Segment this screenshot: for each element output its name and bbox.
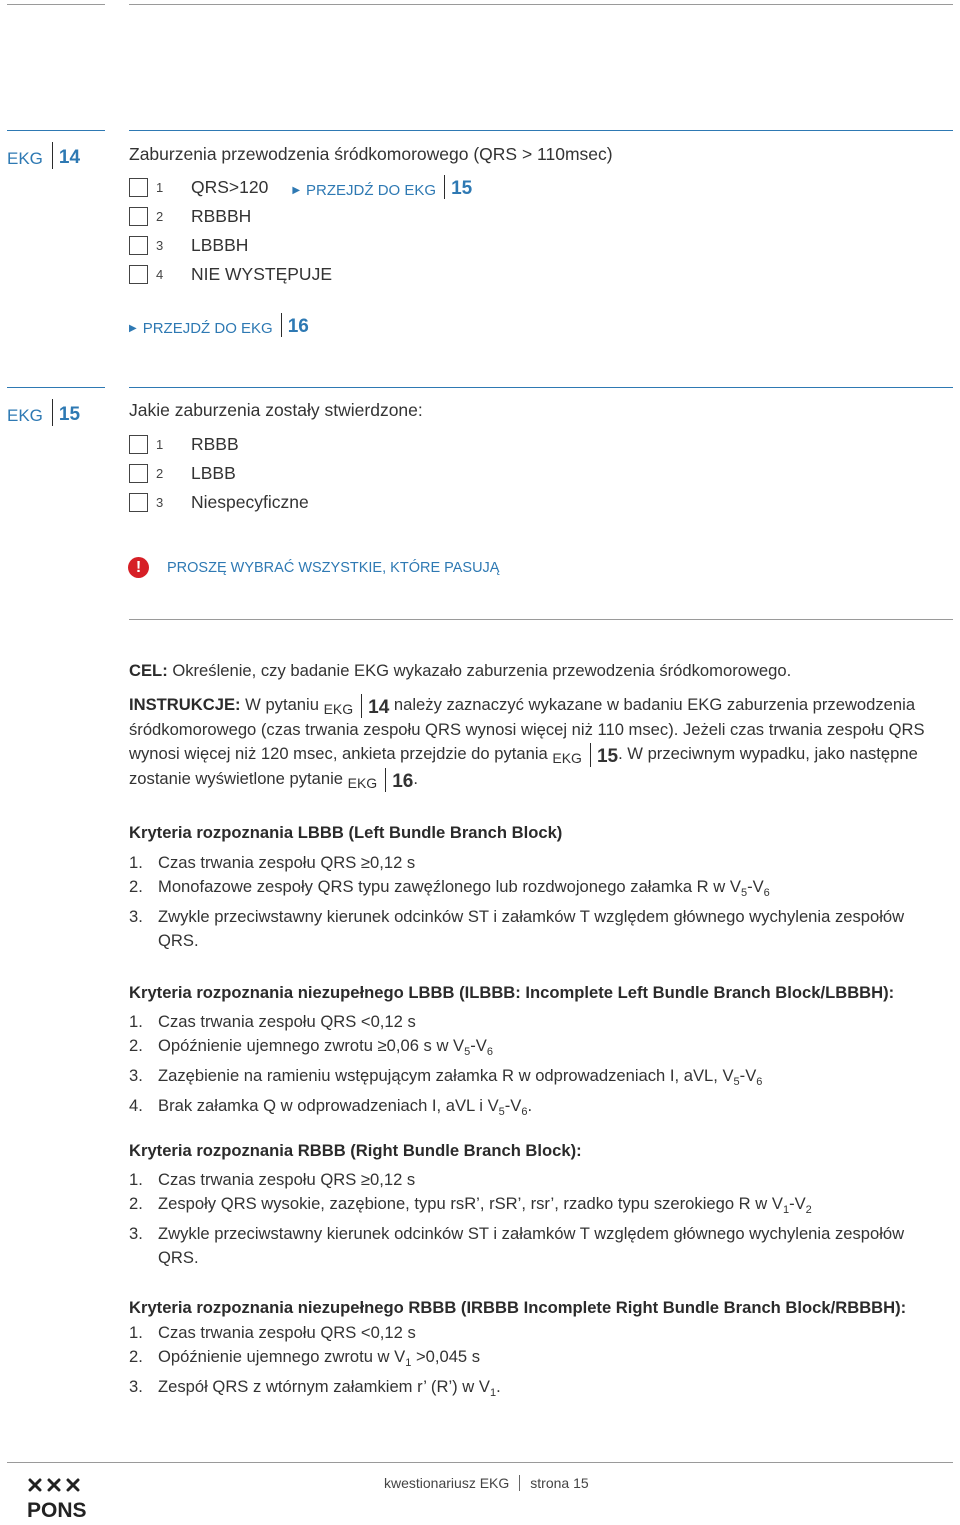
list-item: 3. Zazębienie na ramieniu wstępującym załamka R w odprowadzeniach I, aVL, $V_5-V_6$ <box>129 1066 763 1088</box>
list-item: 2. Opóźnienie ujemnego zwrotu w $V_1 >0,045$ s <box>129 1347 481 1369</box>
cel-paragraph <box>129 659 949 683</box>
irbbb-title: Kryteria rozpoznania niezupełnego RBBB (IRBBB Incomplete Right Bundle Branch Block/RBBBH): <box>129 1298 907 1317</box>
option-label: NIE WYSTĘPUJE <box>191 263 332 284</box>
rbbb-title: Kryteria rozpoznania RBBB (Right Bundle Branch Block): <box>129 1141 582 1160</box>
triangle-right-icon: ▶ <box>129 323 137 334</box>
goto-label: PRZEJDŹ DO EKG <box>142 320 273 337</box>
list-item: 2. Zespoły QRS wysokie, zazębione, typu rsR’, rSR’, rsr’, rzadko typu szerokiego R w $V_1-V_2$ <box>129 1194 812 1216</box>
option-number: 2 <box>156 465 164 481</box>
ilbbb-list <box>129 1010 939 1124</box>
option-number: 2 <box>156 208 164 224</box>
pons-logo <box>27 1478 87 1523</box>
logo-text: PONS <box>27 1499 87 1522</box>
option-label: LBBBH <box>191 234 249 255</box>
q14-title: Zaburzenia przewodzenia śródkomorowego (QRS > 110msec) <box>129 144 613 164</box>
ref-number: 16 <box>392 770 414 792</box>
option-label: LBBB <box>191 462 236 483</box>
top-rule-right <box>129 4 953 5</box>
list-item: 2. Monofazowe zespoły QRS typu zawęźlonego lub rozdwojonego załamka R w $V_5-V_6$ <box>129 877 770 899</box>
q15-label: EKG <box>7 406 43 425</box>
triangle-right-icon: ▶ <box>292 185 301 196</box>
option-label: Niespecyficzne <box>191 491 309 512</box>
q14-number: 14 <box>58 147 81 168</box>
q14-option-1-goto <box>292 175 472 199</box>
q15-header <box>7 399 80 426</box>
option-number: 3 <box>156 237 164 253</box>
q14-header <box>7 142 80 169</box>
checkbox[interactable] <box>129 435 148 454</box>
checkbox[interactable] <box>129 265 148 284</box>
irbbb-list <box>129 1321 939 1405</box>
checkbox[interactable] <box>129 464 148 483</box>
exclamation-icon: ! <box>128 557 149 578</box>
option-label: QRS>120 <box>191 176 269 197</box>
warning-text: PROSZĘ WYBRAĆ WSZYSTKIE, KTÓRE PASUJĄ <box>167 559 500 576</box>
q14-option-1[interactable] <box>129 176 472 198</box>
rbbb-list <box>129 1168 939 1270</box>
instructions-paragraph <box>129 693 949 792</box>
q15-option-1[interactable] <box>129 433 239 455</box>
cel-text: Określenie, czy badanie EKG wykazało zaburzenia przewodzenia śródkomorowego. <box>167 661 792 680</box>
footer-rule <box>7 1462 953 1463</box>
footer-page: strona 15 <box>530 1475 589 1491</box>
option-number: 1 <box>156 436 164 452</box>
checkbox[interactable] <box>129 493 148 512</box>
goto-number: 16 <box>287 316 309 337</box>
instr-label: INSTRUKCJE: <box>129 695 241 714</box>
goto-label: PRZEJDŹ DO EKG <box>306 182 437 199</box>
list-item: 3. Zwykle przeciwstawny kierunek odcinków ST i załamków T względem głównego wychylenia zespołów QRS. <box>129 1224 905 1267</box>
option-number: 4 <box>156 266 164 282</box>
option-label: RBBB <box>191 433 239 454</box>
q14-goto <box>129 313 309 337</box>
q14-option-4[interactable] <box>129 263 332 285</box>
q14-label: EKG <box>7 149 43 168</box>
list-item: 1. Czas trwania zespołu QRS <0,12 s <box>129 1323 416 1342</box>
cel-label: CEL: <box>129 661 168 680</box>
q15-option-3[interactable] <box>129 491 309 513</box>
q14-option-2[interactable] <box>129 205 251 227</box>
instr-ref-ekg-16 <box>348 768 414 792</box>
list-item: 1. Czas trwania zespołu QRS <0,12 s <box>129 1012 416 1031</box>
footer-doc: kwestionariusz EKG <box>384 1475 510 1491</box>
goto-number: 15 <box>451 178 473 199</box>
instr-text-3: . W przeciwnym wypadku, jako następne zostanie wyświetlone pytanie <box>129 743 918 788</box>
checkbox[interactable] <box>129 207 148 226</box>
q15-option-2[interactable] <box>129 462 236 484</box>
lbbb-list <box>129 851 939 953</box>
instr-ref-ekg-15 <box>552 743 618 767</box>
ilbbb-title: Kryteria rozpoznania niezupełnego LBBB (ILBBB: Incomplete Left Bundle Branch Block/LBBBH): <box>129 983 895 1002</box>
list-item: 1. Czas trwania zespołu QRS ≥0,12 s <box>129 853 416 872</box>
q15-rule-right <box>129 387 953 388</box>
q15-title: Jakie zaburzenia zostały stwierdzone: <box>129 400 423 420</box>
ref-label: EKG <box>347 774 378 791</box>
instr-text-2: należy zaznaczyć wykazane w badaniu EKG zaburzenia przewodzenia śródkomorowego (czas trwania zespołu QRS wynosi więcej niż 110 msec). Jeżeli czas trwania zespołu QRS wynosi więcej niż 120 msec, ankieta przejdzie do pytania <box>129 695 925 763</box>
list-item: 3. Zespół QRS z wtórnym załamkiem r’ (R’) w $V_1$. <box>129 1377 501 1399</box>
option-number: 3 <box>156 494 164 510</box>
ref-number: 14 <box>368 697 390 718</box>
list-item: 1. Czas trwania zespołu QRS ≥0,12 s <box>129 1170 416 1189</box>
q14-rule-right <box>129 130 953 131</box>
lbbb-title: Kryteria rozpoznania LBBB (Left Bundle Branch Block) <box>129 823 563 842</box>
logo-mark-icon <box>27 1478 85 1492</box>
checkbox[interactable] <box>129 178 148 197</box>
description-rule <box>129 619 953 620</box>
ref-label: EKG <box>552 749 582 766</box>
instr-ref-ekg-14 <box>324 694 390 718</box>
instr-text-1: W pytaniu <box>240 695 324 714</box>
q15-rule-left <box>7 387 105 388</box>
ref-label: EKG <box>323 701 354 717</box>
top-rule-left <box>7 4 105 5</box>
list-item: 3. Zwykle przeciwstawny kierunek odcinków ST i załamków T względem głównego wychylenia zespołów QRS. <box>129 907 905 950</box>
q14-option-3[interactable] <box>129 234 248 256</box>
option-label: RBBBH <box>191 205 252 226</box>
option-number: 1 <box>156 179 164 195</box>
q15-number: 15 <box>58 404 81 425</box>
ref-number: 15 <box>596 745 619 767</box>
list-item: 4. Brak załamka Q w odprowadzeniach I, aVL i $V_5-V_6$. <box>129 1096 533 1118</box>
q14-rule-left <box>7 130 105 131</box>
footer <box>384 1475 589 1491</box>
select-all-warning <box>128 557 499 578</box>
checkbox[interactable] <box>129 236 148 255</box>
instr-text-4: . <box>413 768 418 788</box>
list-item: 2. Opóźnienie ujemnego zwrotu ≥0,06 s w $V_5-V_6$ <box>129 1036 493 1058</box>
